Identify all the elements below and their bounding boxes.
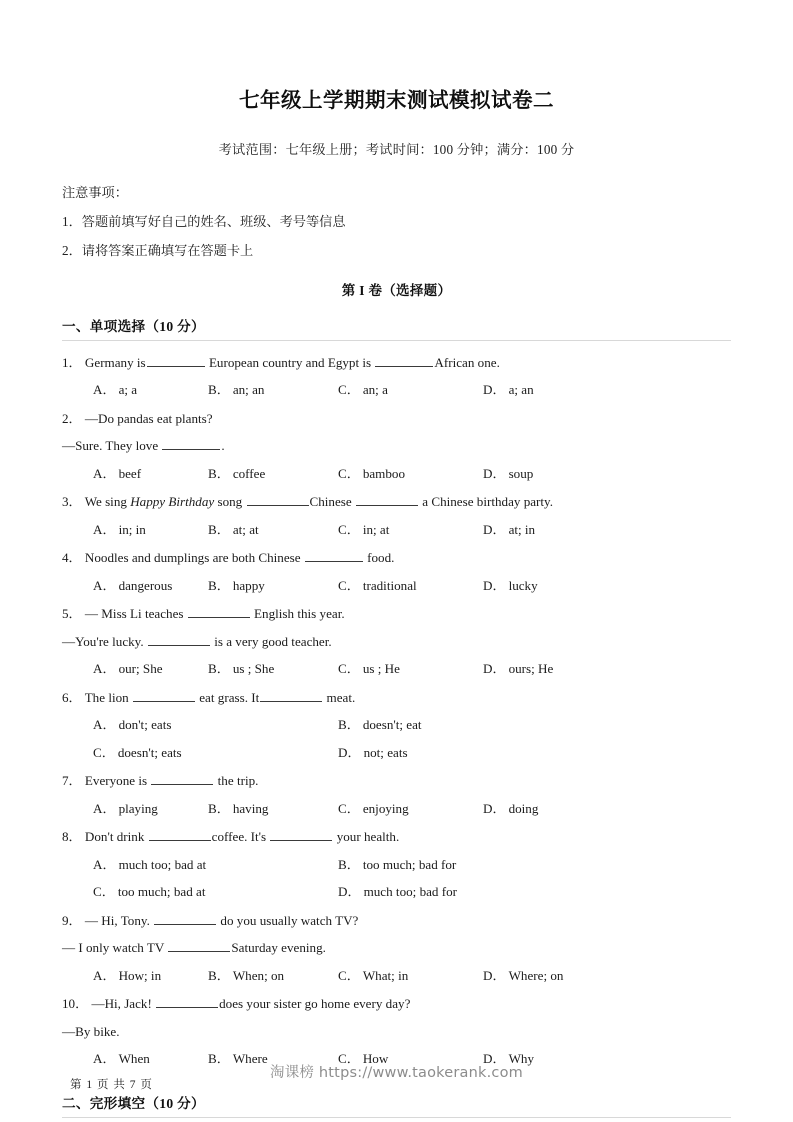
option-c[interactable]: C． doesn't; eats <box>93 744 182 760</box>
option-d[interactable]: D． ours; He <box>483 661 554 677</box>
option-b[interactable]: B． too much; bad for <box>338 856 457 872</box>
exam-subtitle: 考试范围：七年级上册；考试时间：100 分钟；满分：100 分 <box>218 141 575 157</box>
option-a[interactable]: A． in; in <box>93 521 146 537</box>
question-2-stem: 2． —Do pandas eat plants? <box>62 410 213 426</box>
answer-blank <box>162 449 220 450</box>
question-9-stem-line2: — I only watch TV Saturday evening. <box>62 940 326 956</box>
question-8-options-row1 <box>62 851 731 879</box>
section-heading-cloze: 二、完形填空（10 分） <box>62 1078 731 1118</box>
question-3-number: 3． <box>62 494 82 510</box>
notice-item-1: 1．答题前填写好自己的姓名、班级、考号等信息 <box>62 213 346 229</box>
question-list <box>62 347 731 1073</box>
option-a[interactable]: A． How; in <box>93 967 162 983</box>
question-1-number: 1． <box>62 354 82 370</box>
question-1 <box>62 349 731 404</box>
option-d[interactable]: D． not; eats <box>338 744 408 760</box>
answer-blank <box>247 505 309 506</box>
option-b[interactable]: B． having <box>208 800 269 816</box>
question-7 <box>62 767 731 822</box>
question-6-options-row1 <box>62 711 731 739</box>
answer-blank <box>147 366 205 367</box>
section-heading-multiple-choice: 一、单项选择（10 分） <box>62 301 731 341</box>
option-c[interactable]: C． traditional <box>338 577 417 593</box>
question-6-stem: 6． The lion eat grass. It meat. <box>62 689 356 705</box>
option-b[interactable]: B． doesn't; eat <box>338 717 422 733</box>
option-c[interactable]: C． us ; He <box>338 661 400 677</box>
song-title-italic: Happy Birthday <box>130 494 215 510</box>
question-4-options <box>62 572 731 600</box>
option-a[interactable]: A． don't; eats <box>93 717 172 733</box>
question-8-stem: 8． Don't drink coffee. It's your health. <box>62 829 400 845</box>
answer-blank <box>356 505 418 506</box>
option-c[interactable]: C． too much; bad at <box>93 884 206 900</box>
option-c[interactable]: C． bamboo <box>338 465 406 481</box>
question-1-stem: 1． Germany is European country and Egypt is African one. <box>62 354 500 370</box>
question-5 <box>62 600 731 683</box>
question-7-options <box>62 795 731 823</box>
question-4-stem: 4． Noodles and dumplings are both Chinese food. <box>62 550 395 566</box>
option-d[interactable]: D． Why <box>483 1051 535 1067</box>
question-9-options <box>62 962 731 990</box>
answer-blank <box>156 1007 218 1008</box>
page-title: 七年级上学期期末测试模拟试卷二 <box>239 88 554 112</box>
option-a[interactable]: A． playing <box>93 800 158 816</box>
question-5-stem: 5． — Miss Li teaches English this year. <box>62 606 345 622</box>
option-b[interactable]: B． coffee <box>208 465 266 481</box>
question-10-number: 10． <box>62 996 89 1012</box>
question-6-options-row2 <box>62 739 731 767</box>
question-9 <box>62 907 731 990</box>
option-b[interactable]: B． Where <box>208 1051 268 1067</box>
option-d[interactable]: D． at; in <box>483 521 536 537</box>
option-c[interactable]: C． an; a <box>338 382 388 398</box>
question-2-stem-line2: —Sure. They love . <box>62 438 225 454</box>
question-4 <box>62 544 731 599</box>
question-2 <box>62 405 731 488</box>
notice-item-2: 2．请将答案正确填写在答题卡上 <box>62 242 254 258</box>
option-b[interactable]: B． happy <box>208 577 265 593</box>
question-7-number: 7． <box>62 773 82 789</box>
question-3 <box>62 488 731 543</box>
option-d[interactable]: D． a; an <box>483 382 534 398</box>
answer-blank <box>270 840 332 841</box>
option-a[interactable]: A． much too; bad at <box>93 856 207 872</box>
option-a[interactable]: A． When <box>93 1051 150 1067</box>
answer-blank <box>305 561 363 562</box>
option-d[interactable]: D． soup <box>483 465 534 481</box>
question-8-number: 8． <box>62 829 82 845</box>
page-footer <box>62 1076 731 1098</box>
question-8-options-row2 <box>62 878 731 906</box>
answer-blank <box>188 617 250 618</box>
answer-blank <box>149 840 211 841</box>
question-9-stem: 9． — Hi, Tony. do you usually watch TV? <box>62 912 359 928</box>
answer-blank <box>133 701 195 702</box>
question-6-number: 6． <box>62 689 82 705</box>
answer-blank <box>375 366 433 367</box>
answer-blank <box>148 645 210 646</box>
option-c[interactable]: C． What; in <box>338 967 409 983</box>
option-b[interactable]: B． When; on <box>208 967 285 983</box>
question-10-stem-line2: —By bike. <box>62 1023 120 1039</box>
question-4-number: 4． <box>62 550 82 566</box>
notice-block <box>62 158 731 265</box>
answer-blank <box>168 951 230 952</box>
question-1-options <box>62 376 731 404</box>
watermark: 淘课榜 https://www.taokerank.com <box>270 1065 523 1081</box>
option-a[interactable]: A． beef <box>93 465 142 481</box>
question-2-number: 2． <box>62 410 82 426</box>
option-c[interactable]: C． in; at <box>338 521 390 537</box>
question-3-options <box>62 516 731 544</box>
question-5-options <box>62 655 731 683</box>
question-10-stem: 10． —Hi, Jack! does your sister go home every day? <box>62 996 411 1012</box>
option-d[interactable]: D． lucky <box>483 577 538 593</box>
answer-blank <box>154 924 216 925</box>
question-7-stem: 7． Everyone is the trip. <box>62 773 259 789</box>
answer-blank <box>151 784 213 785</box>
option-d[interactable]: D． much too; bad for <box>338 884 458 900</box>
option-b[interactable]: B． at; at <box>208 521 259 537</box>
question-5-number: 5． <box>62 606 82 622</box>
question-6 <box>62 684 731 767</box>
option-b[interactable]: B． us ; She <box>208 661 275 677</box>
volume-heading: 第 I 卷（选择题） <box>341 282 452 298</box>
option-b[interactable]: B． an; an <box>208 382 265 398</box>
question-9-number: 9． <box>62 912 82 928</box>
option-a[interactable]: A． a; a <box>93 382 138 398</box>
option-c[interactable]: C． enjoying <box>338 800 409 816</box>
answer-blank <box>260 701 322 702</box>
option-d[interactable]: D． doing <box>483 800 539 816</box>
option-d[interactable]: D． Where; on <box>483 967 564 983</box>
option-a[interactable]: A． dangerous <box>93 577 173 593</box>
question-3-stem: 3． We sing Happy Birthday song Chinese a Chinese birthday party. <box>62 494 554 510</box>
notice-heading: 注意事项： <box>62 184 128 200</box>
question-8 <box>62 823 731 906</box>
question-5-stem-line2: —You're lucky. is a very good teacher. <box>62 633 332 649</box>
option-c[interactable]: C． How <box>338 1051 389 1067</box>
page-number: 第 1 页 共 7 页 <box>70 1079 153 1091</box>
question-2-options <box>62 460 731 488</box>
option-a[interactable]: A． our; She <box>93 661 163 677</box>
